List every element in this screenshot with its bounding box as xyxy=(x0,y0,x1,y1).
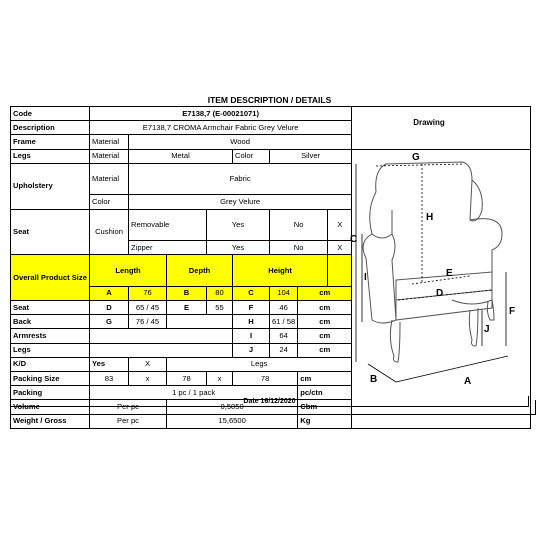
weight-value: 15,6500 xyxy=(167,414,298,428)
code-value: E7138,7 (E-00021071) xyxy=(90,107,352,121)
drawing-labels xyxy=(350,152,515,387)
back-label: Back xyxy=(11,315,90,329)
weight-label: Weight / Gross xyxy=(11,414,90,428)
chair-back-outline xyxy=(376,162,472,220)
seat-zipper-yes: Yes xyxy=(207,241,270,255)
seat-d: D xyxy=(90,301,129,315)
back-g: G xyxy=(90,315,129,329)
page-title: ITEM DESCRIPTION / DETAILS xyxy=(207,95,332,105)
kd-label: K/D xyxy=(11,357,90,371)
chair-seat xyxy=(396,272,492,300)
overall-a-val: 76 xyxy=(129,286,167,300)
packing-size-x2: x xyxy=(207,372,233,386)
overall-height: Height xyxy=(233,255,328,287)
legs-j-val: 24 xyxy=(270,343,298,357)
upholstery-color-sub: Color xyxy=(90,195,129,209)
label-c: C xyxy=(350,233,358,245)
label-j: J xyxy=(484,323,490,335)
legs-j: J xyxy=(233,343,270,357)
back-h: H xyxy=(233,315,270,329)
weight-unit: Kg xyxy=(298,414,352,428)
chair-leg-front-right xyxy=(470,308,479,346)
seat-label: Seat xyxy=(11,209,90,255)
row-legs xyxy=(11,149,536,163)
overall-c-val: 104 xyxy=(270,286,298,300)
volume-value: 0,5050 xyxy=(167,400,298,414)
packing-size-v2: 78 xyxy=(167,372,207,386)
seat-opt-removable: Removable xyxy=(129,209,207,241)
seat-removable-yes: Yes xyxy=(207,209,270,241)
spec-table xyxy=(10,106,536,429)
armrests-i-val: 64 xyxy=(270,329,298,343)
overall-b: B xyxy=(167,286,207,300)
description-label: Description xyxy=(11,121,90,135)
seat-sub: Cushion xyxy=(90,209,129,255)
legs-color-label: Color xyxy=(233,149,270,163)
back-g-val: 76 / 45 xyxy=(129,315,167,329)
drawing-title: Drawing xyxy=(413,118,445,127)
seat-zipper-x: X xyxy=(328,241,352,255)
legs-dims-label: Legs xyxy=(11,343,90,357)
seat-opt-zipper: Zipper xyxy=(129,241,207,255)
overall-c: C xyxy=(233,286,270,300)
footer-date: Date 16/12/2020 xyxy=(10,396,529,407)
chair-arm-left xyxy=(363,234,396,323)
upholstery-color-value: Grey Velure xyxy=(129,195,352,209)
seat-e-val: 55 xyxy=(207,301,233,315)
back-unit: cm xyxy=(298,315,352,329)
armchair-drawing xyxy=(352,150,530,410)
label-g: G xyxy=(412,151,421,163)
chair-leg-back xyxy=(488,300,495,320)
legs-value: Metal xyxy=(129,149,233,163)
upholstery-label: Upholstery xyxy=(11,163,90,209)
dim-a-line xyxy=(396,356,508,382)
label-b: B xyxy=(370,373,378,385)
code-label: Code xyxy=(11,107,90,121)
seat-d-val: 65 / 45 xyxy=(129,301,167,315)
label-h: H xyxy=(426,211,434,223)
frame-label: Frame xyxy=(11,135,90,149)
overall-label: Overall Product Size xyxy=(11,255,90,301)
chair-leg-front-left xyxy=(391,320,401,362)
chair-wing-left xyxy=(370,192,392,238)
packing-label: Packing xyxy=(11,386,90,400)
packing-size-label: Packing Size xyxy=(11,372,90,386)
armrests-unit: cm xyxy=(298,329,352,343)
label-i: I xyxy=(364,271,368,283)
drawing-cell xyxy=(352,107,531,150)
upholstery-material-sub: Material xyxy=(90,163,129,195)
kd-legs: Legs xyxy=(167,357,352,371)
frame-value: Wood xyxy=(129,135,352,149)
label-d: D xyxy=(436,287,444,299)
legs-sub: Material xyxy=(90,149,129,163)
armrests-label: Armrests xyxy=(11,329,90,343)
upholstery-material-value: Fabric xyxy=(129,163,352,195)
label-e: E xyxy=(446,267,453,279)
overall-b-val: 80 xyxy=(207,286,233,300)
seat-e: E xyxy=(167,301,207,315)
overall-a: A xyxy=(90,286,129,300)
description-value: E7138,7 CROMA Armchair Fabric Grey Velure xyxy=(90,121,352,135)
legs-unit: cm xyxy=(298,343,352,357)
seat-f: F xyxy=(233,301,270,315)
armrests-i: I xyxy=(233,329,270,343)
overall-length: Length xyxy=(90,255,167,287)
frame-sub: Material xyxy=(90,135,129,149)
volume-unit: Cbm xyxy=(298,400,352,414)
packing-size-v3: 78 xyxy=(233,372,298,386)
seat-unit: cm xyxy=(298,301,352,315)
packing-size-unit: cm xyxy=(298,372,352,386)
legs-label: Legs xyxy=(11,149,90,163)
kd-yes: Yes xyxy=(90,357,129,371)
volume-per: Per pc xyxy=(90,400,167,414)
weight-per: Per pc xyxy=(90,414,167,428)
row-weight xyxy=(11,414,536,428)
seat-removable-no: No xyxy=(270,209,328,241)
volume-label: Volume xyxy=(11,400,90,414)
packing-value: 1 pc / 1 pack xyxy=(90,386,298,400)
seat-zipper-no: No xyxy=(270,241,328,255)
overall-unit: cm xyxy=(298,286,352,300)
seat-removable-x: X xyxy=(328,209,352,241)
seat-dims-label: Seat xyxy=(11,301,90,315)
packing-unit: pc/ctn xyxy=(298,386,352,400)
seat-f-val: 46 xyxy=(270,301,298,315)
label-f: F xyxy=(509,305,516,317)
back-h-val: 61 / 58 xyxy=(270,315,298,329)
overall-depth: Depth xyxy=(167,255,233,287)
packing-size-v1: 83 xyxy=(90,372,129,386)
label-a: A xyxy=(464,375,472,387)
kd-x: X xyxy=(129,357,167,371)
dim-e-line xyxy=(412,276,470,284)
legs-color-value: Silver xyxy=(270,149,352,163)
drawing-area xyxy=(352,149,531,414)
packing-size-x1: x xyxy=(129,372,167,386)
